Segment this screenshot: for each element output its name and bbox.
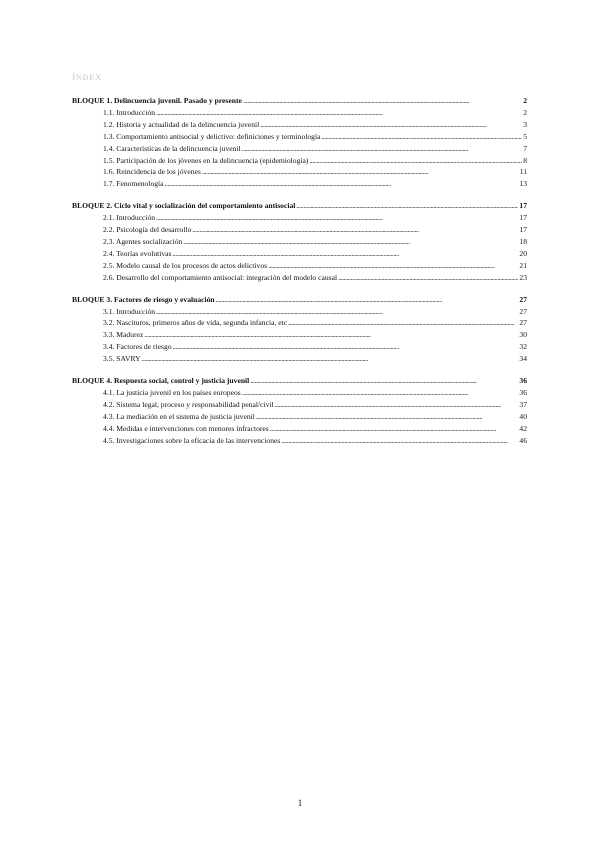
toc-block-heading[interactable] bbox=[72, 294, 527, 306]
toc-entry[interactable] bbox=[72, 131, 527, 143]
page-title: ÍNDEX bbox=[72, 72, 102, 82]
toc-page-number: 2 bbox=[523, 96, 527, 105]
toc-page-number: 27 bbox=[519, 294, 527, 304]
toc-page-number: 36 bbox=[519, 387, 527, 397]
dot-leader bbox=[242, 387, 519, 399]
toc-entry-label: 2.1. Introducción bbox=[103, 213, 156, 223]
toc-page-number: 8 bbox=[523, 155, 527, 165]
toc-page-number: 20 bbox=[519, 248, 527, 258]
toc-page-number: 5 bbox=[523, 131, 527, 141]
toc-entry[interactable] bbox=[72, 306, 527, 318]
toc-page-number: 17 bbox=[519, 213, 527, 223]
dot-leader bbox=[288, 317, 518, 329]
toc-entry[interactable] bbox=[72, 119, 527, 131]
toc-page-number: 11 bbox=[519, 167, 527, 177]
toc-page-number: 27 bbox=[519, 318, 527, 328]
dot-leader bbox=[250, 375, 518, 387]
toc-entry-label: 1.7. Fenomenología bbox=[103, 179, 164, 189]
dot-leader bbox=[156, 306, 518, 318]
toc-page-number: 37 bbox=[519, 399, 527, 409]
toc-entry-label: 2.6. Desarrollo del comportamiento antisocial: integración del modelo causal bbox=[103, 272, 338, 282]
dot-leader bbox=[156, 212, 518, 224]
toc-page-number: 21 bbox=[519, 260, 527, 270]
toc-entry[interactable] bbox=[72, 423, 527, 435]
toc-entry[interactable] bbox=[72, 224, 527, 236]
dot-leader bbox=[216, 294, 519, 306]
toc-entry-label: 4.3. La mediación en el sistema de justicia juvenil bbox=[103, 411, 255, 421]
toc-entry[interactable] bbox=[72, 212, 527, 224]
toc-block-heading[interactable] bbox=[72, 375, 527, 387]
dot-leader bbox=[183, 236, 518, 248]
toc-page-number: 2 bbox=[523, 107, 527, 117]
toc-entry-label: 3.3. Madurez bbox=[103, 330, 144, 340]
toc-section-3 bbox=[72, 294, 527, 365]
toc-page-number: 13 bbox=[519, 179, 527, 189]
toc-entry-label: 1.5. Participación de los jóvenes en la delincuencia (epidemiología) bbox=[103, 155, 309, 165]
toc-entry-label: 3.2. Nascituros, primeros años de vida, segunda infancia, etc bbox=[103, 318, 288, 328]
toc-entry-label: 4.4. Medidas e intervenciones con menores infractores bbox=[103, 423, 269, 433]
toc-entry-label: 4.2. Sistema legal, proceso y responsabilidad penal/civil bbox=[103, 399, 274, 409]
dot-leader bbox=[156, 107, 522, 119]
toc-entry-label: 2.3. Agentes socialización bbox=[103, 236, 183, 246]
toc-page-number: 32 bbox=[519, 342, 527, 352]
toc-entry-label: 1.3. Comportamiento antisocial y delictivo: definiciones y terminología bbox=[103, 131, 321, 141]
dot-leader bbox=[173, 248, 519, 260]
toc-entry[interactable] bbox=[72, 260, 527, 272]
toc-entry-label: 2.4. Teorías evolutivas bbox=[103, 248, 172, 258]
toc-entry-label: 2.5. Modelo causal de los procesos de actos delictivos bbox=[103, 260, 268, 270]
toc-entry-label: 1.2. Historia y actualidad de la delincuencia juvenil bbox=[103, 119, 260, 129]
dot-leader bbox=[173, 341, 519, 353]
toc-page-number: 3 bbox=[523, 119, 527, 129]
toc-block-heading[interactable] bbox=[72, 95, 527, 107]
toc-entry[interactable] bbox=[72, 399, 527, 411]
dot-leader bbox=[338, 272, 518, 284]
toc-page-number: 27 bbox=[519, 306, 527, 316]
dot-leader bbox=[256, 411, 519, 423]
toc-section-4 bbox=[72, 375, 527, 446]
toc-page-number: 40 bbox=[519, 411, 527, 421]
toc-entry[interactable] bbox=[72, 272, 527, 284]
toc-heading-label: BLOQUE 3. Factores de riesgo y evaluación bbox=[72, 294, 215, 304]
toc-page-number: 36 bbox=[519, 376, 527, 386]
toc-page-number: 17 bbox=[519, 225, 527, 235]
toc-page-number: 18 bbox=[519, 236, 527, 246]
toc-entry[interactable] bbox=[72, 353, 527, 365]
toc-heading-label: BLOQUE 1. Delincuencia juvenil. Pasado y presente bbox=[72, 96, 242, 105]
toc-heading-label: BLOQUE 4. Respuesta social, control y justicia juvenil bbox=[72, 376, 250, 386]
toc-entry-label: 3.1. Introducción bbox=[103, 306, 156, 316]
toc-entry-label: 2.2. Psicología del desarrollo bbox=[103, 225, 192, 235]
dot-leader bbox=[142, 353, 519, 365]
toc-entry-label: 4.1. La justicia juvenil en los países europeos bbox=[103, 387, 241, 397]
dot-leader bbox=[281, 435, 518, 447]
toc-page-number: 30 bbox=[519, 330, 527, 340]
table-of-contents bbox=[72, 95, 527, 456]
toc-page-number: 34 bbox=[519, 354, 527, 364]
dot-leader bbox=[296, 200, 518, 212]
toc-entry[interactable] bbox=[72, 317, 527, 329]
dot-leader bbox=[243, 95, 522, 107]
toc-entry[interactable] bbox=[72, 143, 527, 155]
dot-leader bbox=[260, 119, 522, 131]
toc-entry-label: 1.1. Introducción bbox=[103, 107, 156, 117]
dot-leader bbox=[321, 131, 522, 143]
page-number: 1 bbox=[297, 798, 303, 808]
toc-entry[interactable] bbox=[72, 411, 527, 423]
dot-leader bbox=[270, 423, 519, 435]
toc-entry[interactable] bbox=[72, 178, 527, 190]
toc-entry-label: 3.5. SAVRY bbox=[103, 354, 141, 364]
dot-leader bbox=[242, 143, 523, 155]
toc-page-number: 42 bbox=[519, 423, 527, 433]
toc-entry[interactable] bbox=[72, 166, 527, 178]
toc-entry[interactable] bbox=[72, 329, 527, 341]
toc-entry[interactable] bbox=[72, 435, 527, 447]
toc-entry[interactable] bbox=[72, 155, 527, 167]
toc-page-number: 17 bbox=[519, 201, 527, 211]
toc-entry[interactable] bbox=[72, 236, 527, 248]
toc-page-number: 7 bbox=[523, 143, 527, 153]
toc-page-number: 23 bbox=[519, 272, 527, 282]
toc-entry[interactable] bbox=[72, 248, 527, 260]
toc-entry[interactable] bbox=[72, 341, 527, 353]
dot-leader bbox=[268, 260, 518, 272]
toc-page-number: 46 bbox=[519, 435, 527, 445]
dot-leader bbox=[192, 224, 518, 236]
toc-section-2 bbox=[72, 200, 527, 283]
toc-section-1 bbox=[72, 95, 527, 190]
dot-leader bbox=[275, 399, 519, 411]
toc-entry[interactable] bbox=[72, 107, 527, 119]
toc-entry-label: 1.4. Características de la delincuencia juvenil bbox=[103, 143, 241, 153]
toc-entry[interactable] bbox=[72, 387, 527, 399]
toc-block-heading[interactable] bbox=[72, 200, 527, 212]
toc-entry-label: 4.5. Investigaciones sobre la eficacia de las intervenciones bbox=[103, 435, 281, 445]
toc-heading-label: BLOQUE 2. Ciclo vital y socialización del comportamiento antisocial bbox=[72, 201, 296, 211]
dot-leader bbox=[165, 178, 519, 190]
dot-leader bbox=[309, 155, 522, 167]
dot-leader bbox=[202, 166, 519, 178]
toc-entry-label: 3.4. Factores de riesgo bbox=[103, 342, 172, 352]
dot-leader bbox=[144, 329, 518, 341]
toc-entry-label: 1.6. Reincidencia de los jóvenes bbox=[103, 167, 201, 177]
